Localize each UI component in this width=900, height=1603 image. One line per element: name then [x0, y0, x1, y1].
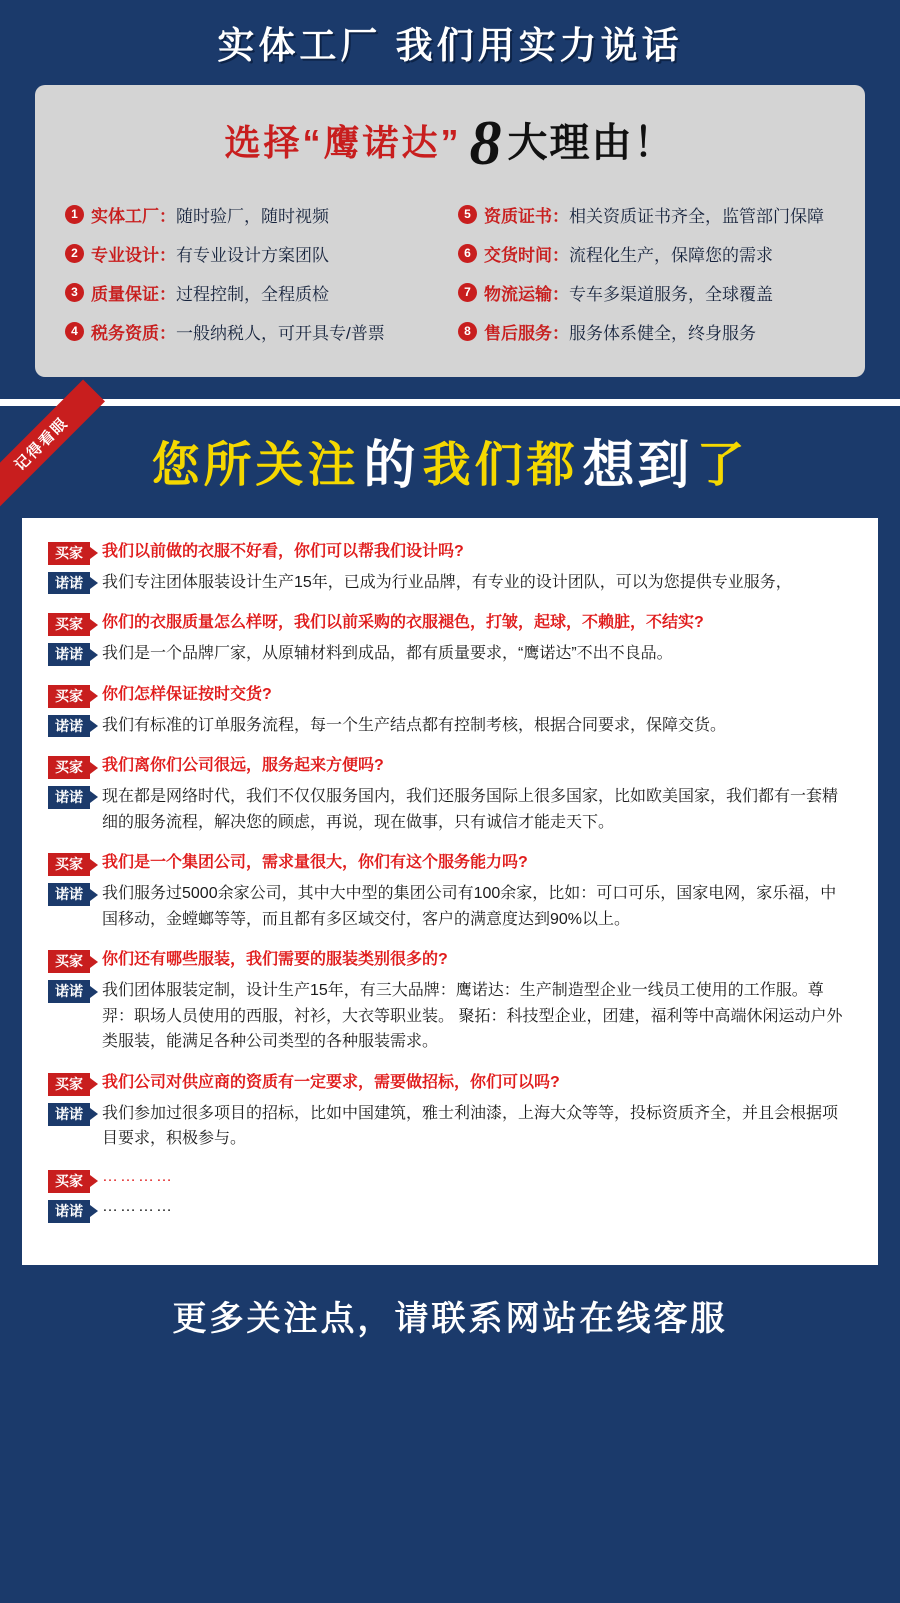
- faq-question-row: [48, 1168, 852, 1193]
- faq-heading-part2: 的: [363, 436, 419, 495]
- reasons-heading: [57, 106, 843, 178]
- reason-text: 一般纳税人，可开具专/普票: [176, 323, 385, 343]
- reason-colon: ：: [159, 284, 176, 304]
- reason-colon: ：: [552, 284, 569, 304]
- faq-answer-text: …………: [102, 1197, 174, 1215]
- faq-heading-part5: 了: [696, 438, 749, 492]
- reason-item: [450, 273, 843, 312]
- faq-question-text: 我们离你们公司很远，服务起来方便吗?: [102, 757, 384, 775]
- reply-label: 诺诺: [48, 786, 90, 809]
- faq-answer-text: 现在都是网络时代，我们不仅仅服务国内，我们还服务国际上很多国家，比如欧美国家，我们都有一套精细的服务流程，解决您的顾虑，再说，现在做事，只有诚信才能走天下。: [102, 788, 839, 831]
- reason-title: 实体工厂: [91, 206, 159, 226]
- reason-item: [57, 273, 450, 312]
- corner-ribbon: 记得看眼: [0, 379, 105, 507]
- reason-title: 税务资质: [91, 323, 159, 343]
- reason-number-badge: 7: [458, 283, 477, 302]
- reasons-heading-number: 8: [469, 106, 502, 178]
- reason-text: 服务体系健全，终身服务: [569, 323, 756, 343]
- buyer-label: 买家: [48, 1170, 90, 1193]
- faq-answer-text: 我们团体服装定制，设计生产15年，有三大品牌：鹰诺达：生产制造型企业一线员工使用的工作服。尊羿：职场人员使用的西服，衬衫，大衣等职业装。 聚拓：科技型企业，团建，福利等中高端休闲运动户外类服装，能满足各种公司类型的各种服装需求。: [102, 982, 843, 1051]
- reason-item: [450, 234, 843, 273]
- reason-colon: ：: [159, 323, 176, 343]
- reason-text: 过程控制，全程质检: [176, 284, 329, 304]
- reason-number-badge: 5: [458, 205, 477, 224]
- buyer-label: 买家: [48, 685, 90, 708]
- reason-item: [57, 195, 450, 234]
- buyer-label: 买家: [48, 542, 90, 565]
- faq-question-text: 你们的衣服质量怎么样呀，我们以前采购的衣服褪色，打皱，起球，不赖脏，不结实?: [102, 614, 704, 632]
- faq-heading-part3: 我们都: [422, 438, 579, 492]
- reason-text: 随时验厂，随时视频: [176, 206, 329, 226]
- faq-question-row: [48, 611, 852, 636]
- reply-label: 诺诺: [48, 980, 90, 1003]
- reason-title: 物流运输: [484, 284, 552, 304]
- reason-number-badge: 1: [65, 205, 84, 224]
- reason-colon: ：: [552, 206, 569, 226]
- reply-label: 诺诺: [48, 883, 90, 906]
- buyer-label: 买家: [48, 613, 90, 636]
- buyer-label: 买家: [48, 853, 90, 876]
- faq-item: [48, 851, 852, 932]
- buyer-label: 买家: [48, 950, 90, 973]
- reasons-panel: [35, 85, 865, 377]
- faq-question-text: 我们以前做的衣服不好看，你们可以帮我们设计吗?: [102, 542, 464, 560]
- faq-answer-row: [48, 570, 852, 596]
- factory-strength-section: [0, 0, 900, 399]
- reason-title: 售后服务: [484, 323, 552, 343]
- section-title: 实体工厂 我们用实力说话: [217, 25, 683, 66]
- reasons-heading-red: 选择“鹰诺达”: [224, 121, 462, 163]
- footer-cta: 更多关注点，请联系网站在线客服: [0, 1265, 900, 1370]
- faq-question-text: 你们怎样保证按时交货?: [102, 685, 272, 703]
- reason-title: 交货时间: [484, 245, 552, 265]
- reason-title: 专业设计: [91, 245, 159, 265]
- faq-answer-text: 我们服务过5000余家公司，其中大中型的集团公司有100余家，比如：可口可乐，国家电网，家乐福，中国移动，金螳螂等等，而且都有多区域交付，客户的满意度达到90%以上。: [102, 885, 837, 928]
- faq-item: [48, 683, 852, 738]
- faq-answer-row: [48, 1198, 852, 1223]
- reason-colon: ：: [159, 206, 176, 226]
- faq-item: [48, 1168, 852, 1223]
- reason-item: [57, 234, 450, 273]
- faq-section: [0, 399, 900, 1370]
- faq-heading-part1: 您所关注: [151, 438, 360, 492]
- faq-answer-text: 我们参加过很多项目的招标，比如中国建筑，雅士利油漆，上海大众等等，投标资质齐全，并且会根据项目要求，积极参与。: [102, 1104, 839, 1148]
- faq-answer-text: 我们有标准的订单服务流程，每一个生产结点都有控制考核，根据合同要求，保障交货。: [102, 716, 727, 734]
- reason-text: 有专业设计方案团队: [176, 245, 329, 265]
- faq-answer-row: [48, 784, 852, 835]
- reply-label: 诺诺: [48, 572, 90, 595]
- faq-question-text: …………: [102, 1168, 174, 1186]
- reply-label: 诺诺: [48, 1200, 90, 1223]
- reason-title: 质量保证: [91, 284, 159, 304]
- reason-colon: ：: [552, 323, 569, 343]
- buyer-label: 买家: [48, 1073, 90, 1096]
- faq-item: [48, 948, 852, 1055]
- faq-answer-row: [48, 881, 852, 932]
- faq-question-row: [48, 683, 852, 708]
- faq-question-row: [48, 1071, 852, 1096]
- reason-item: [450, 312, 843, 351]
- faq-question-row: [48, 754, 852, 779]
- reason-text: 流程化生产，保障您的需求: [569, 245, 773, 265]
- faq-heading: [0, 406, 900, 518]
- faq-answer-row: [48, 641, 852, 667]
- reasons-grid: [57, 195, 843, 351]
- reasons-heading-black: 大理由！: [507, 120, 676, 165]
- reply-label: 诺诺: [48, 643, 90, 666]
- reply-label: 诺诺: [48, 715, 90, 738]
- reason-text: 专车多渠道服务，全球覆盖: [569, 284, 773, 304]
- reason-text: 相关资质证书齐全，监管部门保障: [569, 206, 824, 226]
- reason-colon: ：: [159, 245, 176, 265]
- faq-question-text: 我们是一个集团公司，需求量很大，你们有这个服务能力吗?: [102, 854, 528, 872]
- reason-title: 资质证书: [484, 206, 552, 226]
- reason-number-badge: 8: [458, 322, 477, 341]
- reason-item: [57, 312, 450, 351]
- faq-question-text: 我们公司对供应商的资质有一定要求，需要做招标，你们可以吗?: [102, 1073, 560, 1091]
- reply-label: 诺诺: [48, 1103, 90, 1126]
- reason-number-badge: 3: [65, 283, 84, 302]
- reason-item: [450, 195, 843, 234]
- reason-colon: ：: [552, 245, 569, 265]
- buyer-label: 买家: [48, 756, 90, 779]
- faq-item: [48, 540, 852, 595]
- faq-question-row: [48, 851, 852, 876]
- faq-item: [48, 611, 852, 666]
- faq-answer-row: [48, 1101, 852, 1152]
- faq-question-row: [48, 948, 852, 973]
- reason-number-badge: 2: [65, 244, 84, 263]
- reason-number-badge: 6: [458, 244, 477, 263]
- faq-list: [22, 518, 878, 1265]
- reason-number-badge: 4: [65, 322, 84, 341]
- faq-item: [48, 1071, 852, 1152]
- faq-question-row: [48, 540, 852, 565]
- faq-answer-text: 我们是一个品牌厂家，从原辅材料到成品，都有质量要求，“鹰诺达”不出不良品。: [102, 645, 673, 663]
- faq-item: [48, 754, 852, 835]
- faq-answer-row: [48, 713, 852, 739]
- faq-answer-row: [48, 978, 852, 1055]
- faq-question-text: 你们还有哪些服装，我们需要的服装类别很多的?: [102, 951, 448, 969]
- faq-answer-text: 我们专注团体服装设计生产15年，已成为行业品牌，有专业的设计团队，可以为您提供专业服务，: [102, 573, 792, 591]
- faq-heading-part4: 想到: [582, 436, 693, 495]
